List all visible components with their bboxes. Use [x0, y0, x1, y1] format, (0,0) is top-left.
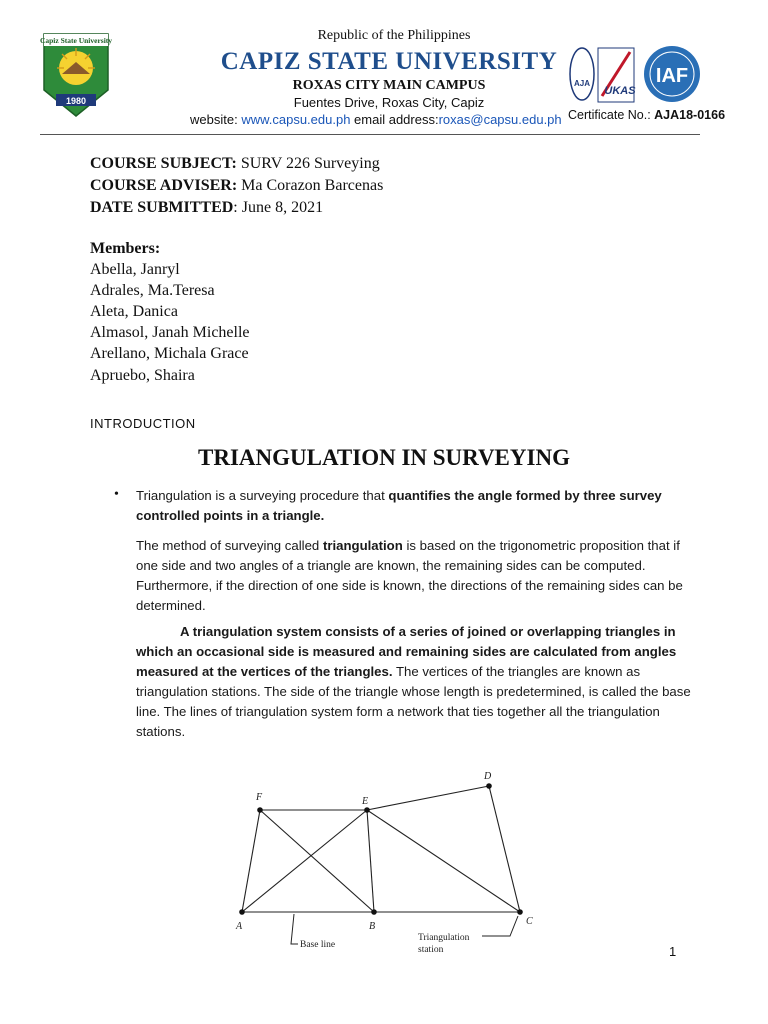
method-paragraph [136, 536, 696, 616]
member-name: Abella, Janryl [90, 261, 180, 278]
course-adviser-label: COURSE ADVISER: [90, 177, 238, 194]
campus-name: ROXAS CITY MAIN CAMPUS [292, 78, 486, 93]
date-submitted-line [90, 199, 323, 217]
course-subject-value: SURV 226 Surveying [236, 155, 380, 172]
member-name: Aleta, Danica [90, 303, 178, 320]
certificate-value: AJA18-0166 [654, 108, 726, 122]
label-b: B [369, 921, 376, 932]
label-d: D [484, 771, 492, 782]
bullet-icon: • [114, 487, 119, 502]
method-keyword: triangulation [322, 538, 403, 553]
course-adviser-value: Ma Corazon Barcenas [237, 177, 384, 194]
edge-f-b [260, 810, 374, 912]
member-name: Apruebo, Shaira [90, 367, 195, 384]
bullet-paragraph [136, 486, 676, 526]
system-text-bold: A triangulation system consists of a series of joined or overlapping triangles in which an occasional side is measured and remaining sides are calculated from angles measured at the vertices of the triangles. [136, 624, 677, 679]
website-label: website: [190, 112, 242, 127]
page-number: 1 [669, 944, 677, 959]
header-divider [40, 134, 700, 135]
aja-logo-text: AJA [573, 79, 591, 88]
station-f [257, 807, 263, 813]
station-b [371, 909, 377, 915]
bullet-text-plain: Triangulation is a surveying procedure that [136, 488, 389, 503]
university-name: CAPIZ STATE UNIVERSITY [220, 48, 558, 75]
method-text-start: The method of surveying called [136, 538, 323, 553]
triangulation-diagram [228, 762, 548, 962]
document-title: TRIANGULATION IN SURVEYING [198, 445, 570, 470]
course-adviser-line [90, 177, 383, 195]
label-f: F [256, 792, 263, 803]
member-name: Adrales, Ma.Teresa [90, 282, 215, 299]
label-c: C [526, 916, 533, 927]
date-submitted-label: DATE SUBMITTED [90, 199, 234, 216]
edge-a-e [242, 810, 367, 912]
station-c [517, 909, 523, 915]
station-a [239, 909, 245, 915]
website-link[interactable]: www.capsu.edu.ph [241, 112, 351, 127]
course-subject-label: COURSE SUBJECT: [90, 155, 237, 172]
edge-e-c [367, 810, 520, 912]
edge-e-b [367, 810, 374, 912]
system-text-plain: The vertices of the triangles are known as triangulation stations. The side of the triangle whose length is predetermined, is called the base line. The lines of triangulation system form a network that ties together all the triangulation stations. [136, 664, 691, 739]
station-pointer [482, 916, 518, 936]
date-submitted-value: : June 8, 2021 [233, 199, 324, 216]
edge-a-f [242, 810, 260, 912]
email-label: email address: [350, 112, 439, 127]
station-e [364, 807, 370, 813]
bullet-text-bold: quantifies the angle formed by three survey controlled points in a triangle. [136, 488, 662, 523]
station-label-2: station [418, 945, 444, 955]
station-d [486, 783, 492, 789]
label-a: A [236, 921, 243, 932]
section-label: INTRODUCTION [90, 416, 196, 431]
certification-logos [568, 44, 703, 106]
base-line-label: Base line [300, 940, 336, 950]
label-e: E [362, 796, 369, 807]
method-text-end: is based on the trigonometric proposition that if one side and two angles of a triangle are known, the remaining sides can be computed. Furthermore, if the direction of one side is known, the directions of the remaining sides can be determined. [136, 538, 683, 613]
logo-text: Capiz State University [40, 36, 112, 45]
base-line-pointer [291, 914, 298, 944]
station-label-1: Triangulation [418, 933, 470, 943]
ukas-logo-text: UKAS [604, 85, 636, 97]
certificate-label: Certificate No.: [568, 108, 655, 122]
member-name: Almasol, Janah Michelle [90, 324, 250, 341]
certificate-number [568, 108, 725, 122]
course-subject-line [90, 155, 380, 173]
iaf-logo-text: IAF [655, 65, 689, 87]
contact-line [190, 112, 562, 127]
members-heading: Members: [90, 240, 161, 257]
system-paragraph [136, 622, 696, 742]
member-name: Arellano, Michala Grace [90, 345, 249, 362]
republic-heading: Republic of the Philippines [317, 28, 471, 43]
email-link[interactable]: roxas@capsu.edu.ph [438, 112, 562, 127]
edge-d-c [489, 786, 520, 912]
campus-address: Fuentes Drive, Roxas City, Capiz [293, 95, 485, 110]
logo-year: 1980 [65, 96, 87, 106]
edge-e-d [367, 786, 489, 810]
